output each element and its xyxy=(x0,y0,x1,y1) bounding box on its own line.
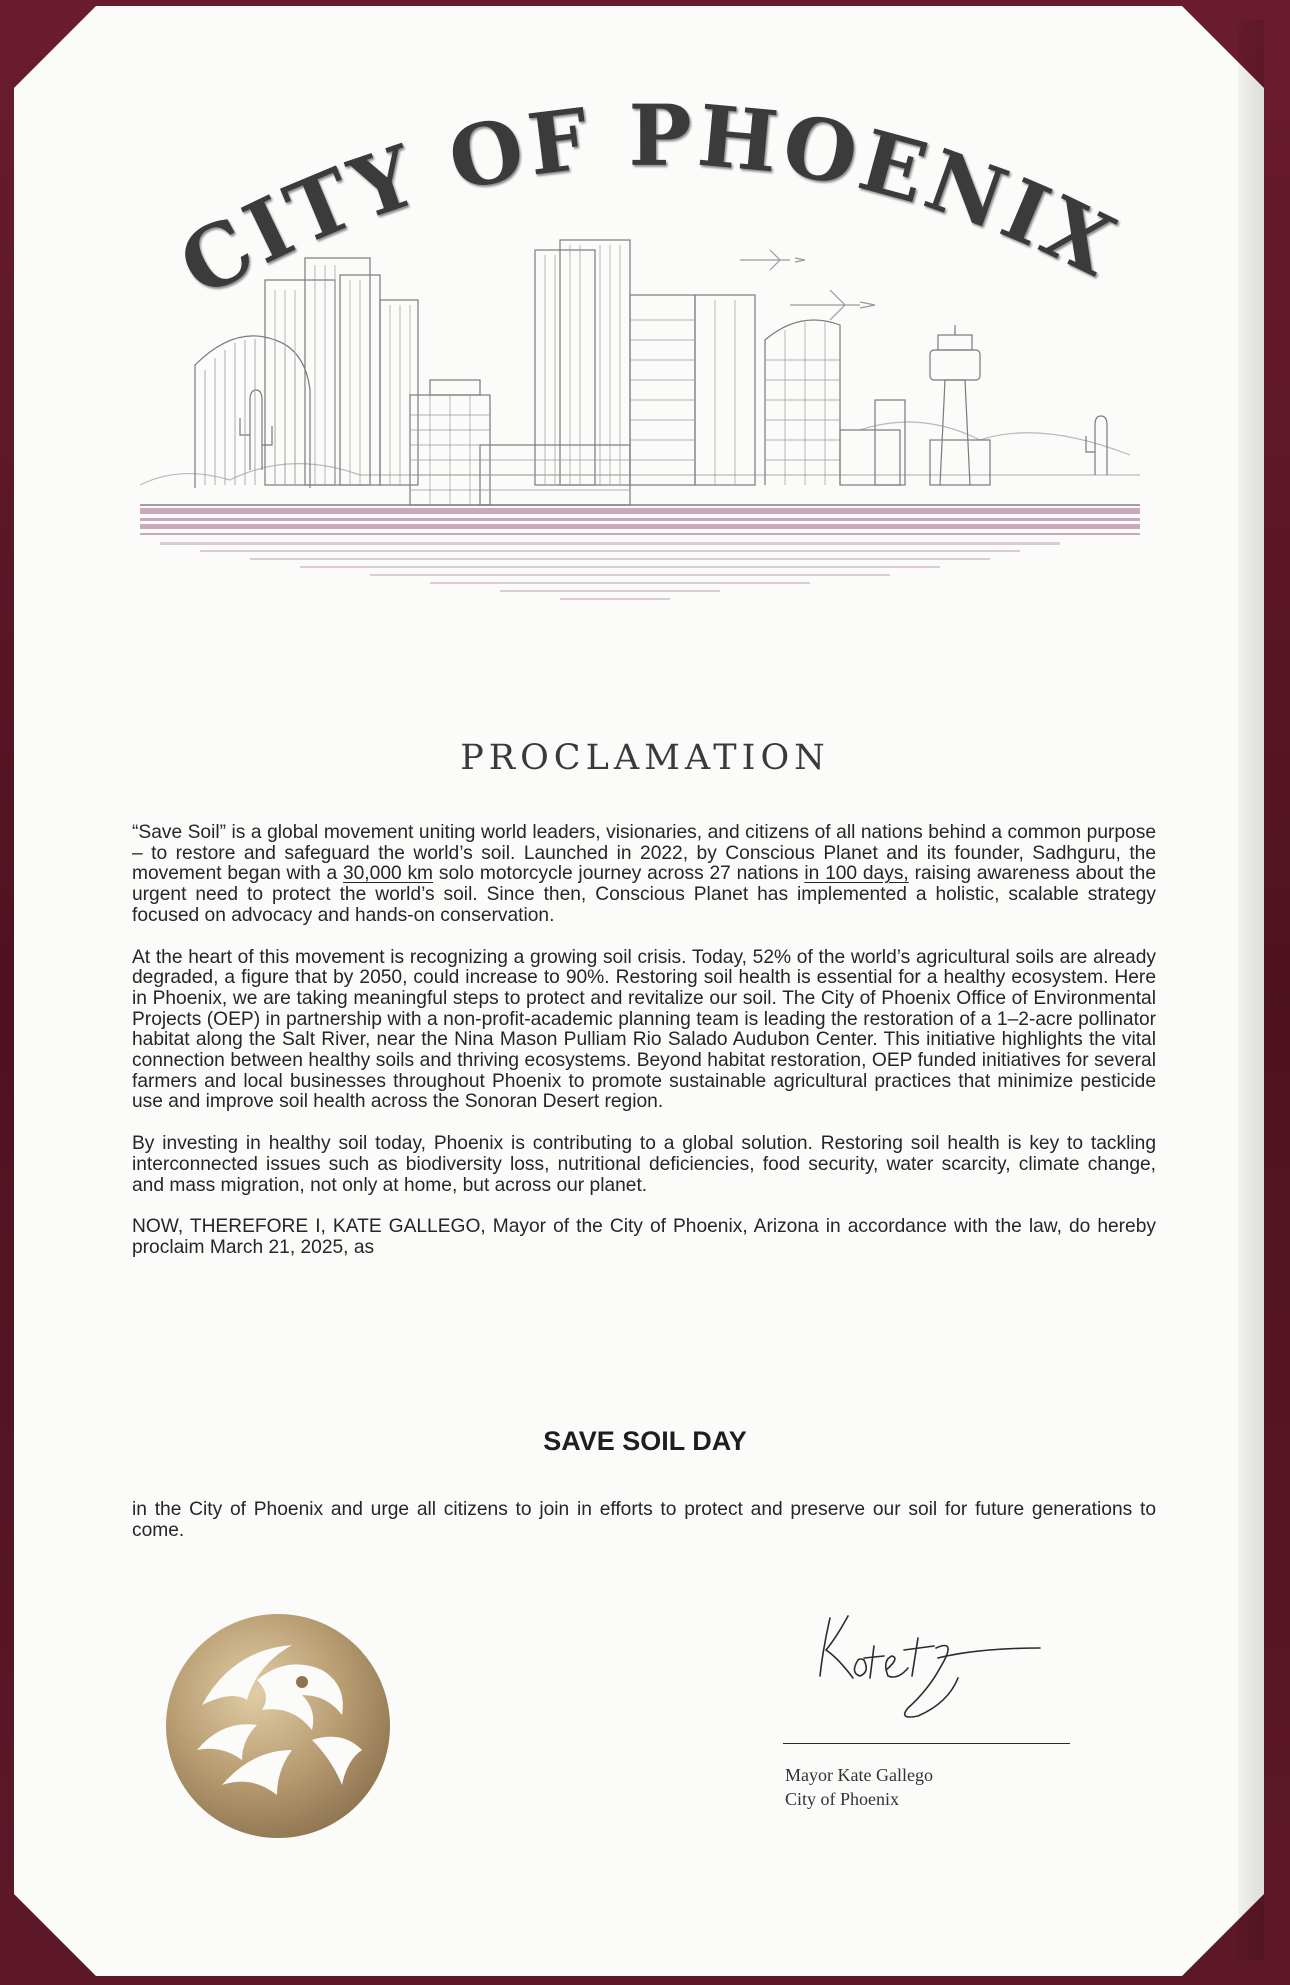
signature-line xyxy=(783,1743,1070,1744)
intro-text-2: solo motorcycle journey across 27 nations xyxy=(433,863,805,885)
proclamation-heading: PROCLAMATION xyxy=(460,738,830,778)
intro-underline-distance: 30,000 km xyxy=(342,863,434,885)
signatory-name: Mayor Kate Gallego xyxy=(785,1765,933,1785)
save-soil-day-title: SAVE SOIL DAY xyxy=(543,1426,747,1456)
phoenix-seal-logo xyxy=(162,1610,394,1842)
closing-paragraph: in the City of Phoenix and urge all citizens to join in efforts to protect and preserve our soil for future generations to come. xyxy=(132,1499,1156,1541)
intro-text-1: “Save Soil” is a global movement uniting world leaders, visionaries, and citizens of all nations behind a common purpose – to restore and safeguard the world’s soil. Launched in 2022, by Conscious Planet and its founder, Sadhguru, the movement began with a xyxy=(132,822,1156,885)
proclamation-body xyxy=(132,823,1156,1280)
paragraph-investing: By investing in healthy soil today, Phoenix is contributing to a global solution. Restoring soil health is key to tackling interconnected issues such as biodiversity loss, nutritional deficiencies, food security, water scarcity, climate change, and mass migration, not only at home, but across our planet. xyxy=(132,1133,1156,1196)
paper-edge xyxy=(1238,20,1264,1960)
intro-underline-days: in 100 days, xyxy=(804,863,909,885)
signatory-block xyxy=(785,1763,933,1811)
signatory-office: City of Phoenix xyxy=(785,1789,900,1809)
paragraph-soil-crisis: At the heart of this movement is recognizing a growing soil crisis. Today, 52% of the world’s agricultural soils are already degraded, a figure that by 2050, could increase to 90%. Restoring soil health is essential for a healthy ecosystem. Here in Phoenix, we are taking meaningful steps to protect and revitalize our soil. The City of Phoenix Office of Environmental Projects (OEP) in partnership with a non-profit-academic planning team is leading the restoration of a 1–2-acre pollinator habitat along the Salt River, near the Nina Mason Pulliam Rio Salado Audubon Center. This initiative highlights the vital connection between healthy soils and thriving ecosystems. Beyond habitat restoration, OEP funded initiatives for several farmers and local businesses throughout Phoenix to promote sustainable agricultural practices that minimize pesticide use and improve soil health across the Sonoran Desert region. xyxy=(132,946,1156,1113)
intro-text-3: raising awareness about the urgent need to protect the world’s soil. Since then, Conscious Planet has implemented a holistic, scalable strategy focused on advocacy and hands-on conservation. xyxy=(132,863,1156,926)
skyline-illustration xyxy=(140,230,1140,660)
city-title-text: CITY OF PHOENIX xyxy=(163,85,1133,317)
paragraph-therefore: NOW, THEREFORE I, KATE GALLEGO, Mayor of the City of Phoenix, Arizona in accordance with the law, do hereby proclaim March 21, 2025, as xyxy=(132,1216,1156,1258)
paragraph-intro xyxy=(132,823,1156,927)
mayor-signature xyxy=(808,1598,1048,1733)
